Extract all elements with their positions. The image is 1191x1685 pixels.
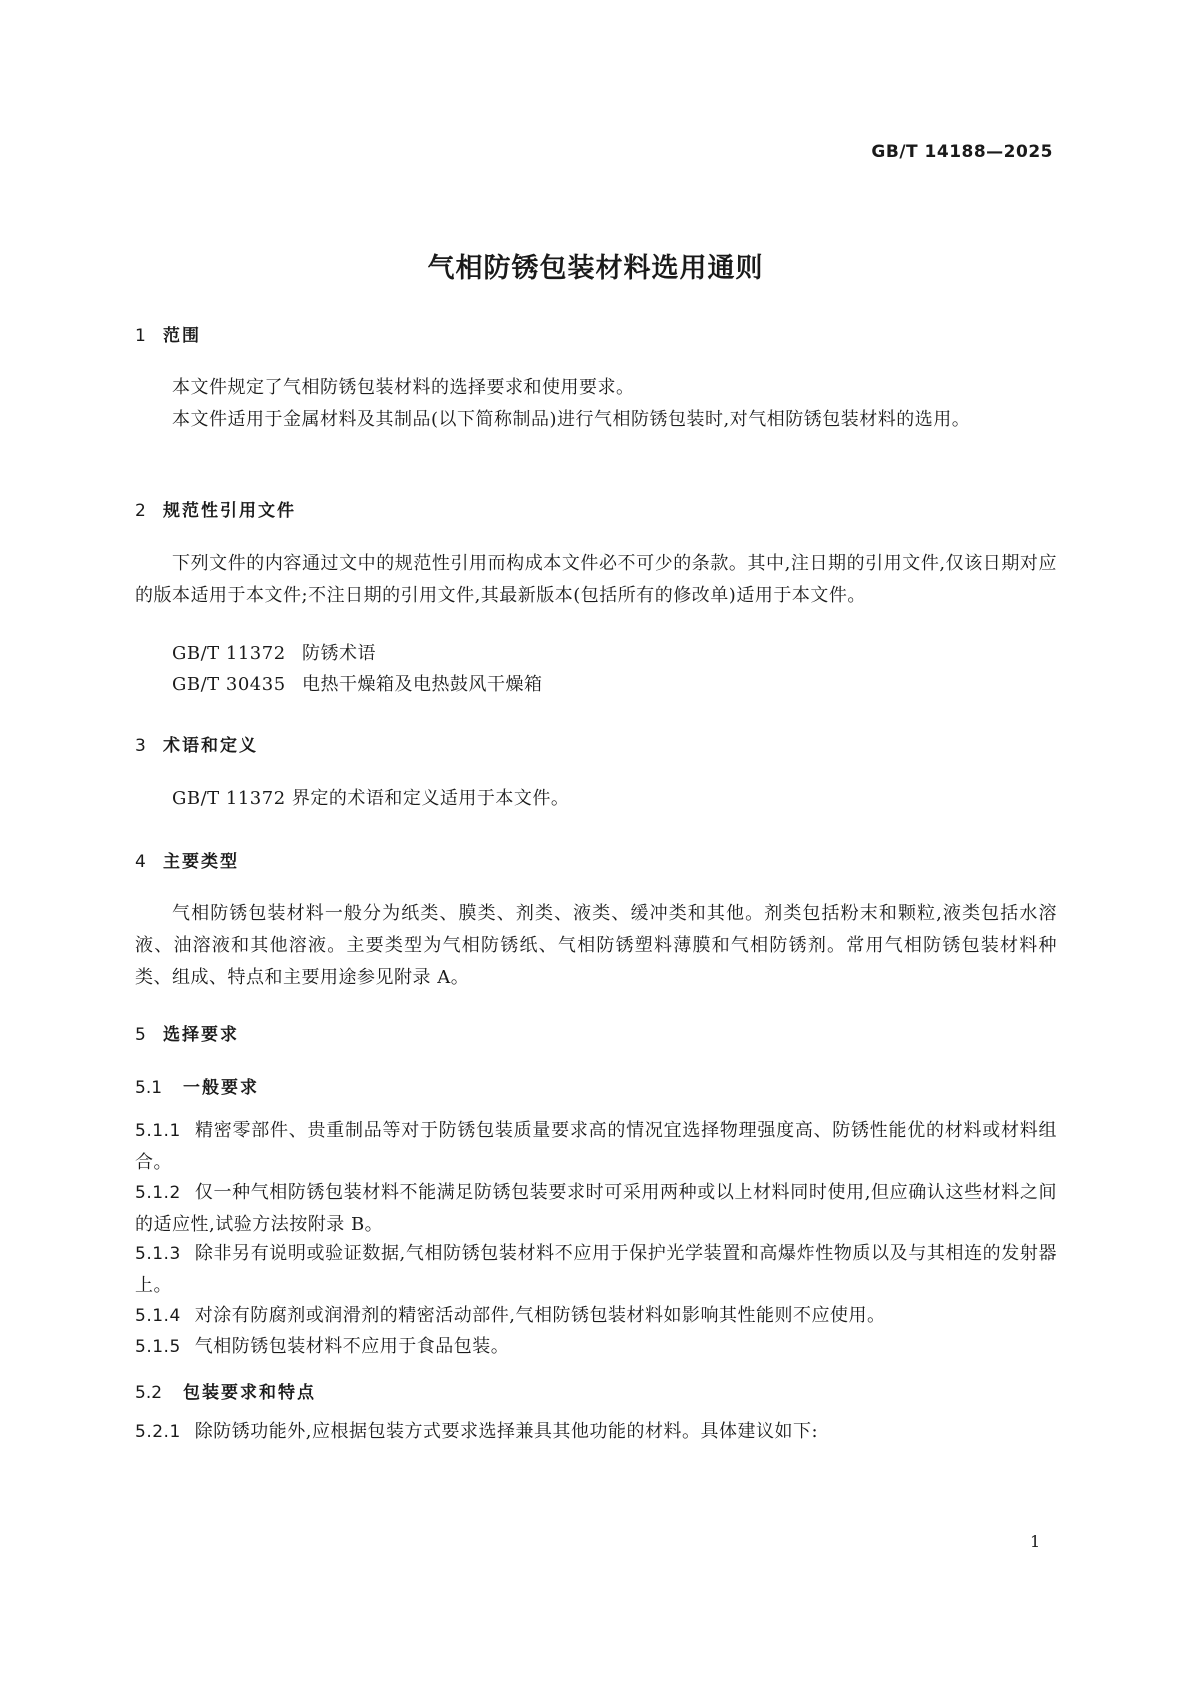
document-title: 气相防锈包装材料选用通则: [427, 253, 764, 284]
clause-5-1-5: [135, 1331, 1057, 1363]
standard-code: GB/T 14188—2025: [871, 142, 1053, 162]
clause-5-2-1: [135, 1416, 1057, 1448]
subsection-5-1-heading: [135, 1073, 259, 1098]
clause-number: 5.2.1: [135, 1422, 181, 1442]
clause-text: 除非另有说明或验证数据,气相防锈包装材料不应用于保护光学装置和高爆炸性物质以及与其相连的发射器上。: [135, 1243, 1057, 1296]
clause-5-1-1: [135, 1115, 1057, 1179]
normative-reference: [172, 669, 543, 701]
clause-text: 气相防锈包装材料不应用于食品包装。: [194, 1336, 510, 1357]
section-5-heading: [135, 1020, 239, 1045]
section-1-paragraph-2: 本文件适用于金属材料及其制品(以下简称制品)进行气相防锈包装时,对气相防锈包装材料的选用。: [172, 409, 971, 430]
reference-name: 电热干燥箱及电热鼓风干燥箱: [302, 674, 543, 695]
section-title: 选择要求: [163, 1025, 239, 1045]
section-1-heading: [135, 321, 201, 346]
section-3-paragraph: GB/T 11372 界定的术语和定义适用于本文件。: [172, 788, 570, 809]
clause-text: 除防锈功能外,应根据包装方式要求选择兼具其他功能的材料。具体建议如下:: [194, 1421, 819, 1442]
clause-5-1-3: [135, 1238, 1057, 1302]
section-4-paragraph: 气相防锈包装材料一般分为纸类、膜类、剂类、液类、缓冲类和其他。剂类包括粉末和颗粒,液类包括水溶液、油溶液和其他溶液。主要类型为气相防锈纸、气相防锈塑料薄膜和气相防锈剂。常用气相防锈包装材料种类、组成、特点和主要用途参见附录 A。: [135, 903, 1057, 988]
clause-number: 5.1.3: [135, 1244, 181, 1264]
reference-name: 防锈术语: [302, 643, 376, 664]
section-title: 术语和定义: [163, 736, 258, 756]
section-1-paragraph-1: 本文件规定了气相防锈包装材料的选择要求和使用要求。: [172, 377, 635, 398]
section-2-paragraph: 下列文件的内容通过文中的规范性引用而构成本文件必不可少的条款。其中,注日期的引用文件,仅该日期对应的版本适用于本文件;不注日期的引用文件,其最新版本(包括所有的修改单)适用于本文件。: [135, 553, 1057, 606]
normative-reference: [172, 638, 376, 670]
subsection-number: 5.1: [135, 1078, 163, 1098]
subsection-5-2-heading: [135, 1378, 316, 1403]
reference-code: GB/T 30435: [172, 674, 286, 695]
section-number: 2: [135, 501, 146, 521]
clause-5-1-4: [135, 1300, 1057, 1332]
section-4-heading: [135, 847, 239, 872]
page-number: 1: [1030, 1532, 1041, 1551]
section-title: 规范性引用文件: [163, 501, 296, 521]
section-title: 主要类型: [163, 852, 239, 872]
clause-number: 5.1.1: [135, 1121, 181, 1141]
subsection-title: 一般要求: [183, 1078, 259, 1098]
subsection-number: 5.2: [135, 1383, 163, 1403]
clause-5-1-2: [135, 1177, 1057, 1241]
section-title: 范围: [163, 326, 201, 346]
section-number: 1: [135, 326, 146, 346]
clause-text: 仅一种气相防锈包装材料不能满足防锈包装要求时可采用两种或以上材料同时使用,但应确认这些材料之间的适应性,试验方法按附录 B。: [135, 1182, 1057, 1235]
section-number: 3: [135, 736, 146, 756]
section-2-heading: [135, 496, 296, 521]
clause-number: 5.1.5: [135, 1337, 181, 1357]
section-number: 4: [135, 852, 146, 872]
clause-number: 5.1.4: [135, 1306, 181, 1326]
section-3-heading: [135, 731, 258, 756]
clause-text: 对涂有防腐剂或润滑剂的精密活动部件,气相防锈包装材料如影响其性能则不应使用。: [194, 1305, 886, 1326]
clause-text: 精密零部件、贵重制品等对于防锈包装质量要求高的情况宜选择物理强度高、防锈性能优的材料或材料组合。: [135, 1120, 1057, 1173]
clause-number: 5.1.2: [135, 1183, 181, 1203]
subsection-title: 包装要求和特点: [183, 1383, 316, 1403]
section-number: 5: [135, 1025, 146, 1045]
reference-code: GB/T 11372: [172, 643, 286, 664]
